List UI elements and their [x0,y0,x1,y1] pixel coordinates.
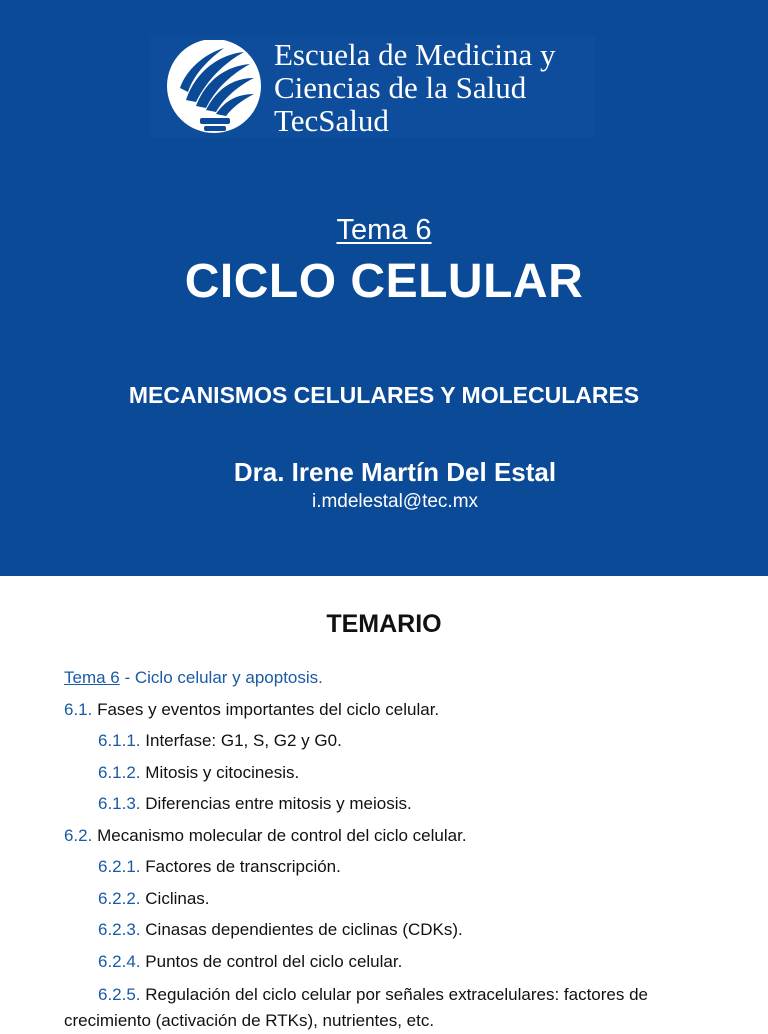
logo-line-3: TecSalud [274,103,389,138]
author-name: Dra. Irene Martín Del Estal [233,457,557,487]
toc-item-text: Ciclinas. [145,889,210,908]
logo-wordmark [274,38,555,137]
page-subtitle: MECANISMOS CELULARES Y MOLECULARES [128,382,640,408]
toc-subitem [98,793,412,815]
toc-subitem [98,856,341,878]
toc-item-number: 6.2.3. [98,920,141,939]
tec-torch-logo-icon [166,40,262,136]
page-title: CICLO CELULAR [184,255,584,308]
toc-subitem [98,919,463,941]
toc-subitem [98,888,210,910]
toc-subitem [98,951,402,973]
toc-item [64,825,467,847]
tema-label: Tema 6 [336,214,432,246]
toc-topic-title: - Ciclo celular y apoptosis. [119,668,323,687]
toc-item [64,699,439,721]
toc-item-text: Diferencias entre mitosis y meiosis. [145,794,412,813]
toc-item-text: Fases y eventos importantes del ciclo celular. [97,700,440,719]
toc-item-number: 6.1.3. [98,794,141,813]
author-email: i.mdelestal@tec.mx [311,491,479,512]
toc-item-number: 6.1. [64,700,93,719]
toc-item-number: 6.2.5. [98,985,141,1004]
temario-heading: TEMARIO [326,610,442,638]
toc-item-number: 6.2.4. [98,952,141,971]
toc-subitem [98,762,299,784]
logo-line-2: Ciencias de la Salud [274,70,527,105]
toc-subitem [64,982,714,1034]
tema-link[interactable]: Tema 6 [64,668,120,687]
toc-subitem [98,730,342,752]
toc-item-number: 6.2.2. [98,889,141,908]
toc-item-text: Mitosis y citocinesis. [145,763,300,782]
toc-topic-heading [64,667,323,689]
toc-item-text: Cinasas dependientes de ciclinas (CDKs). [145,920,463,939]
toc-item-number: 6.1.1. [98,731,141,750]
toc-item-number: 6.1.2. [98,763,141,782]
toc-item-text: Regulación del ciclo celular por señales extracelulares: factores de crecimiento (activación de RTKs), nutrientes, etc. [64,985,648,1030]
toc-item-number: 6.2.1. [98,857,141,876]
toc-item-number: 6.2. [64,826,93,845]
toc-item-text: Factores de transcripción. [145,857,341,876]
toc-item-text: Interfase: G1, S, G2 y G0. [145,731,342,750]
toc-item-text: Puntos de control del ciclo celular. [145,952,403,971]
logo-line-1: Escuela de Medicina y [274,37,556,72]
toc-item-text: Mecanismo molecular de control del ciclo celular. [97,826,467,845]
